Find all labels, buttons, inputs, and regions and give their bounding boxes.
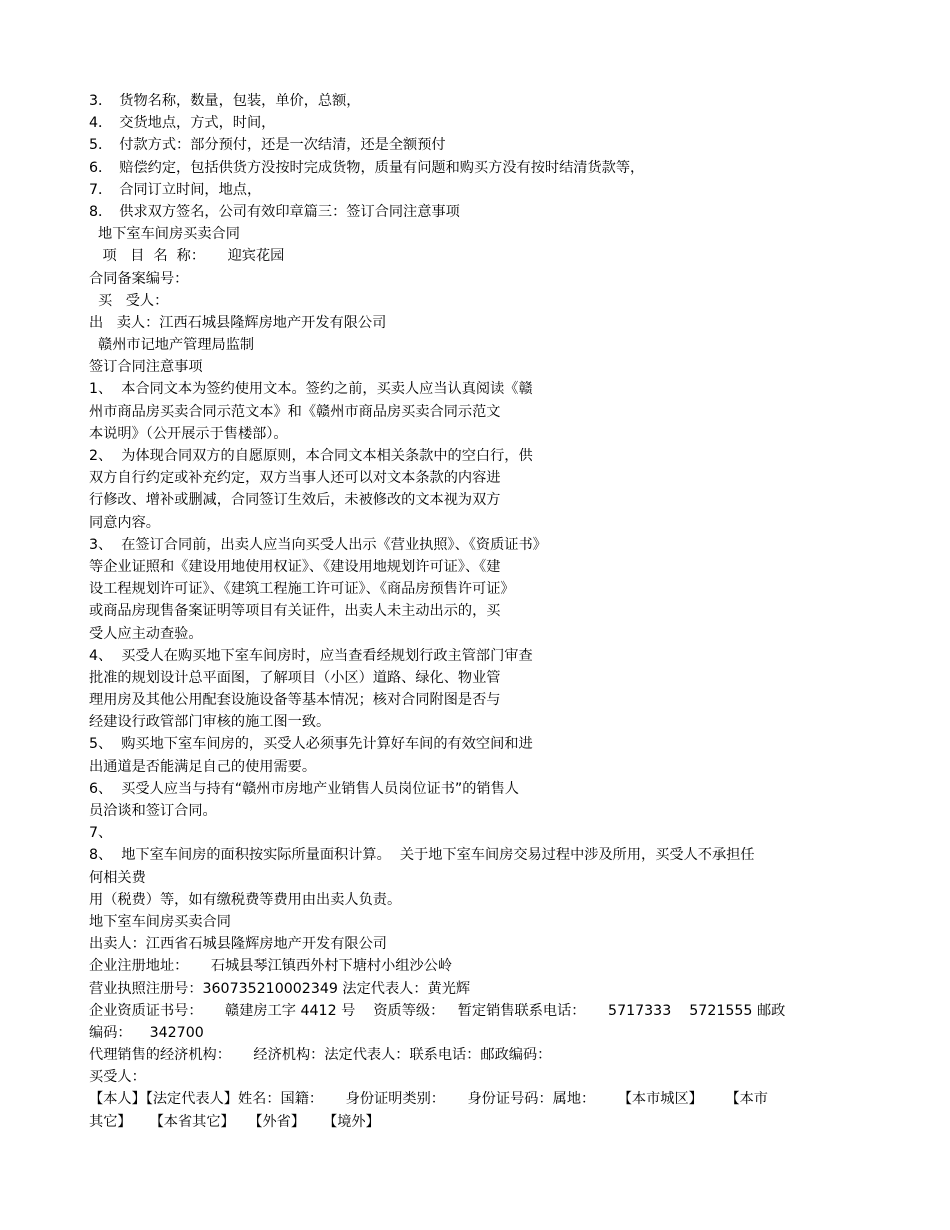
text-line: 行修改、增补或删减，合同签订生效后，未被修改的文本视为双方	[89, 492, 501, 509]
text-line: 等企业证照和《建设用地使用权证》、《建设用地规划许可证》、《建	[89, 558, 501, 575]
text-line: 4、 买受人在购买地下室车间房时，应当查看经规划行政主管部门审查	[89, 647, 533, 664]
registered-address: 企业注册地址： 石城县琴江镇西外村下塘村小组沙公岭	[89, 958, 453, 975]
text-line: 5． 付款方式：部分预付，还是一次结清，还是全额预付	[89, 137, 446, 154]
contract-title: 地下室车间房买卖合同	[89, 913, 231, 930]
text-line: 3． 货物名称，数量，包装，单价，总额，	[89, 93, 361, 109]
business-license: 营业执照注册号：360735210002349 法定代表人：黄光辉	[89, 980, 471, 997]
text-line: 州市商品房买卖合同示范文本》和《赣州市商品房买卖合同示范文	[89, 403, 501, 420]
text-line: 1、 本合同文本为签约使用文本。签约之前，买卖人应当认真阅读《赣	[89, 381, 533, 398]
supervisor-label: 赣州市记地产管理局监制	[89, 337, 255, 354]
text-line: 4． 交货地点，方式，时间，	[89, 115, 276, 132]
text-line: 双方自行约定或补充约定，双方当事人还可以对文本条款的内容进	[89, 470, 501, 487]
text-line: 用（税费）等，如有缴税费等费用由出卖人负责。	[89, 891, 402, 908]
seller-info: 出卖人：江西省石城县隆辉房地产开发有限公司	[89, 936, 387, 953]
text-line: 受人应主动查验。	[89, 625, 203, 642]
text-line: 8． 供求双方签名，公司有效印章篇三：签订合同注意事项	[89, 203, 460, 220]
text-line: 同意内容。	[89, 514, 160, 531]
text-line: 员洽谈和签订合同。	[89, 803, 217, 819]
text-line: 8、 地下室车间房的面积按实际所量面积计算。 关于地下室车间房交易过程中涉及所用，买受人不承担任	[89, 847, 755, 864]
text-line: 6、 买受人应当与持有“赣州市房地产业销售人员岗位证书”的销售人	[89, 780, 519, 797]
text-line: 理用房及其他公用配套设施设备等基本情况；核对合同附图是否与	[89, 692, 501, 709]
text-line: 批准的规划设计总平面图，了解项目（小区）道路、绿化、物业管	[89, 669, 501, 686]
text-line: 本说明》（公开展示于售楼部）。	[89, 425, 288, 442]
text-line: 7． 合同订立时间，地点，	[89, 181, 262, 198]
text-line: 或商品房现售备案证明等项目有关证件，出卖人未主动出示的，买	[89, 603, 501, 620]
text-line: 6． 赔偿约定，包括供货方没按时完成货物，质量有问题和购买方没有按时结清货款等，	[89, 159, 645, 176]
text-line: 2、 为体现合同双方的自愿原则，本合同文本相关条款中的空白行，供	[89, 448, 533, 464]
text-line: 5、 购买地下室车间房的，买受人必须事先计算好车间的有效空间和进	[89, 736, 533, 753]
text-line: 设工程规划许可证》、《建筑工程施工许可证》、《商品房预售许可证》	[89, 581, 515, 598]
text-line: 7、	[89, 825, 113, 842]
text-line: 经建设行政管部门审核的施工图一致。	[89, 714, 331, 731]
text-line: 何相关费	[89, 869, 146, 886]
project-name: 项 目 名 称： 迎宾花园	[89, 248, 285, 265]
text-line: 3、 在签订合同前，出卖人应当向买受人出示《营业执照》、《资质证书》	[89, 536, 547, 553]
buyer-identity-options: 【本人】【法定代表人】姓名：国籍： 身份证明类别： 身份证号码：属地： 【本市城区】 【本市	[89, 1091, 768, 1108]
agency-info: 代理销售的经济机构： 经济机构：法定代表人：联系电话：邮政编码：	[89, 1047, 552, 1064]
document-body	[89, 90, 859, 1133]
text-line: 出通道是否能满足自己的使用需要。	[89, 758, 317, 775]
buyer-region-options: 其它】 【本省其它】 【外省】 【境外】	[89, 1113, 380, 1130]
seller-label: 出 卖人：江西石城县隆辉房地产开发有限公司	[89, 314, 387, 331]
notice-heading: 签订合同注意事项	[89, 359, 203, 376]
postal-code: 编码： 342700	[89, 1024, 204, 1041]
buyer-label: 买 受人：	[89, 292, 169, 309]
section-title: 地下室车间房买卖合同	[89, 226, 240, 243]
qualification-info: 企业资质证书号： 赣建房工字 4412 号 资质等级： 暂定销售联系电话： 5717333 5721555 邮政	[89, 1002, 786, 1019]
contract-record-number: 合同备案编号：	[89, 270, 189, 287]
buyer-info: 买受人：	[89, 1069, 146, 1086]
